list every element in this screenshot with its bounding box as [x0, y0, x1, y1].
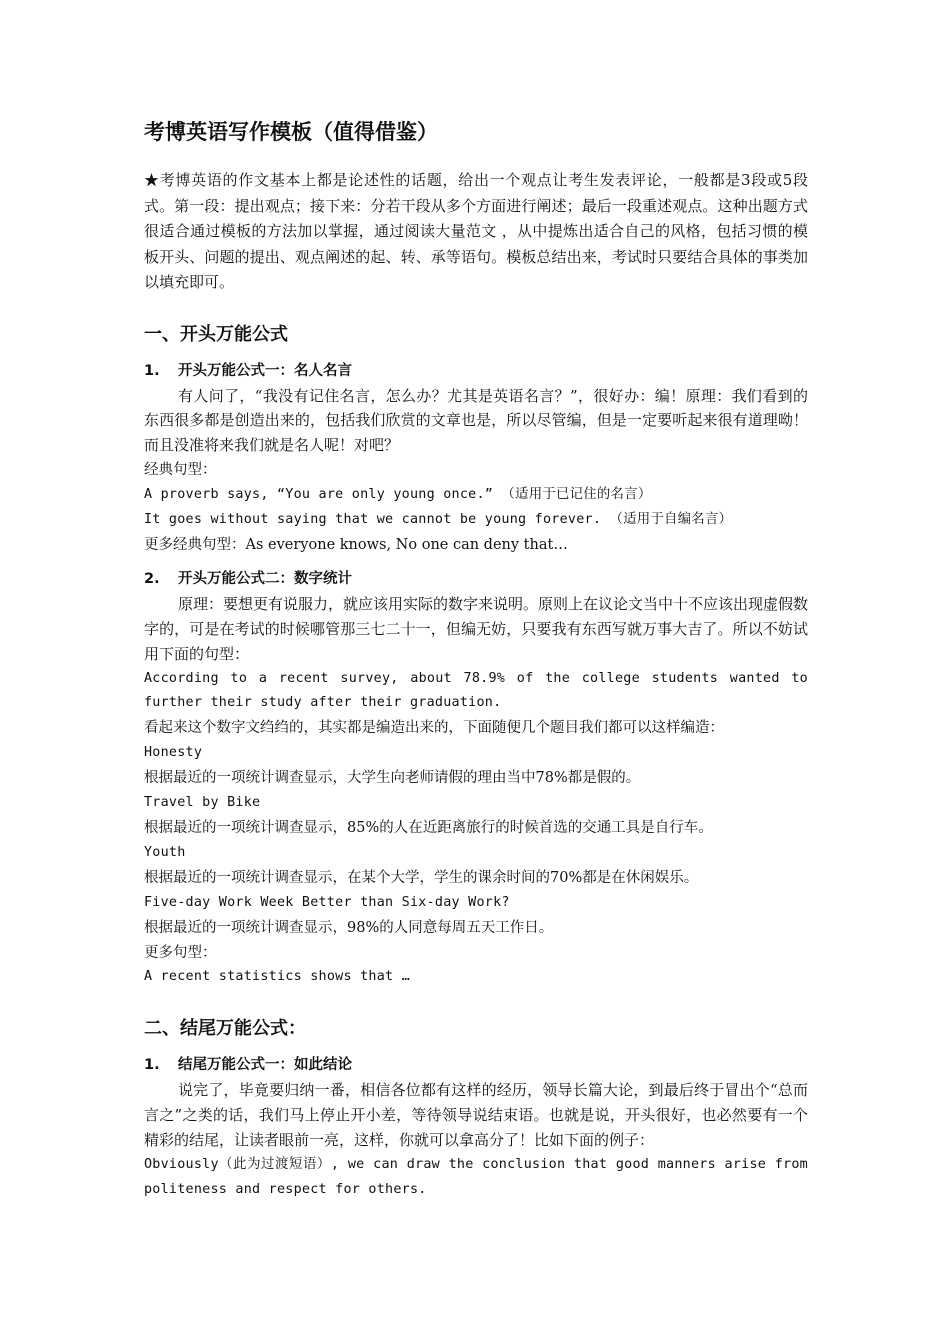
topic-youth: Youth [144, 844, 186, 860]
classic-label: 经典句型： [144, 462, 217, 479]
subheading-number: 1. [144, 1057, 160, 1074]
subheading-title: 开头万能公式二：数字统计 [178, 570, 352, 587]
document-title: 考博英语写作模板（值得借鉴） [144, 120, 438, 144]
statistics-note: 看起来这个数字文绉绉的，其实都是编造出来的，下面随便几个题目我们都可以这样编造： [144, 720, 724, 737]
example-survey: According to a recent survey, about 78.9% of the college students wanted to further their study after their graduation. [144, 670, 808, 711]
subheading-number: 1. [144, 362, 160, 379]
topic-bike: Travel by Bike [144, 795, 261, 811]
topic-youth-example: 根据最近的一项统计调查显示，在某个大学，学生的课余时间的70%都是在休闲娱乐。 [144, 869, 699, 886]
intro-paragraph: ★考博英语的作文基本上都是论述性的话题，给出一个观点让考生发表评论，一般都是3段或5段式。第一段：提出观点；接下来：分若干段从多个方面进行阐述；最后一段重述观点。这种出题方式很适合通过模板的方法加以掌握，通过阅读大量范文 ，从中提炼出适合自己的风格，包括习惯的模板开头、问题的提出、观点阐述的起、转、承等语句。模板总结出来，考试时只要结合具体的事类加以填充即可。 [144, 171, 808, 291]
topic-workweek-example: 根据最近的一项统计调查显示，98%的人同意每周五天工作日。 [144, 919, 554, 936]
quote-explanation: 有人问了，“我没有记住名言，怎么办？尤其是英语名言？”，很好办：编！原理：我们看到的东西很多都是创造出来的，包括我们欣赏的文章也是，所以尽管编，但是一定要听起来很有道理呦！而且没准将来我们就是名人呢！对吧？ [144, 386, 808, 455]
more-patterns-label: 更多句型： [144, 944, 217, 961]
topic-honesty: Honesty [144, 745, 203, 761]
subheading-number: 2. [144, 570, 160, 587]
conclusion-explanation: 说完了，毕竟要归纳一番，相信各位都有这样的经历，领导长篇大论，到最后终于冒出个“总而言之”之类的话，我们马上停止开小差，等待领导说结束语。也就是说，开头很好，也必然要有一个精彩的结尾，让读者眼前一亮，这样，你就可以拿高分了！比如下面的例子： [144, 1081, 808, 1150]
subheading-title: 结尾万能公式一：如此结论 [178, 1057, 352, 1074]
topic-workweek: Five-day Work Week Better than Six-day Work? [144, 894, 510, 910]
example-self-made: It goes without saying that we cannot be young forever. （适用于自编名言） [144, 512, 733, 528]
subheading-title: 开头万能公式一：名人名言 [178, 362, 352, 379]
topic-honesty-example: 根据最近的一项统计调查显示，大学生向老师请假的理由当中78%都是假的。 [144, 770, 641, 787]
more-patterns-example: A recent statistics shows that … [144, 969, 410, 985]
subheading-statistics [144, 568, 808, 591]
example-proverb: A proverb says, “You are only young once.” （适用于已记住的名言） [144, 487, 652, 503]
example-conclusion: Obviously（此为过渡短语）, we can draw the conclusion that good manners arise from politeness and respect for others. [144, 1157, 808, 1197]
subheading-conclusion [144, 1054, 808, 1077]
subheading-quote [144, 360, 808, 383]
more-classic-patterns: 更多经典句型：As everyone knows, No one can deny that… [144, 536, 568, 553]
section-heading-opening: 一、开头万能公式 [144, 323, 288, 345]
topic-bike-example: 根据最近的一项统计调查显示，85%的人在近距离旅行的时候首选的交通工具是自行车。 [144, 820, 713, 836]
section-heading-closing: 二、结尾万能公式： [144, 1018, 306, 1040]
statistics-explanation: 原理：要想更有说服力，就应该用实际的数字来说明。原则上在议论文当中十不应该出现虚假数字的，可是在考试的时候哪管那三七二十一，但编无妨，只要我有东西写就万事大吉了。所以不妨试用下面的句型： [144, 594, 809, 663]
document-page [144, 118, 808, 1203]
